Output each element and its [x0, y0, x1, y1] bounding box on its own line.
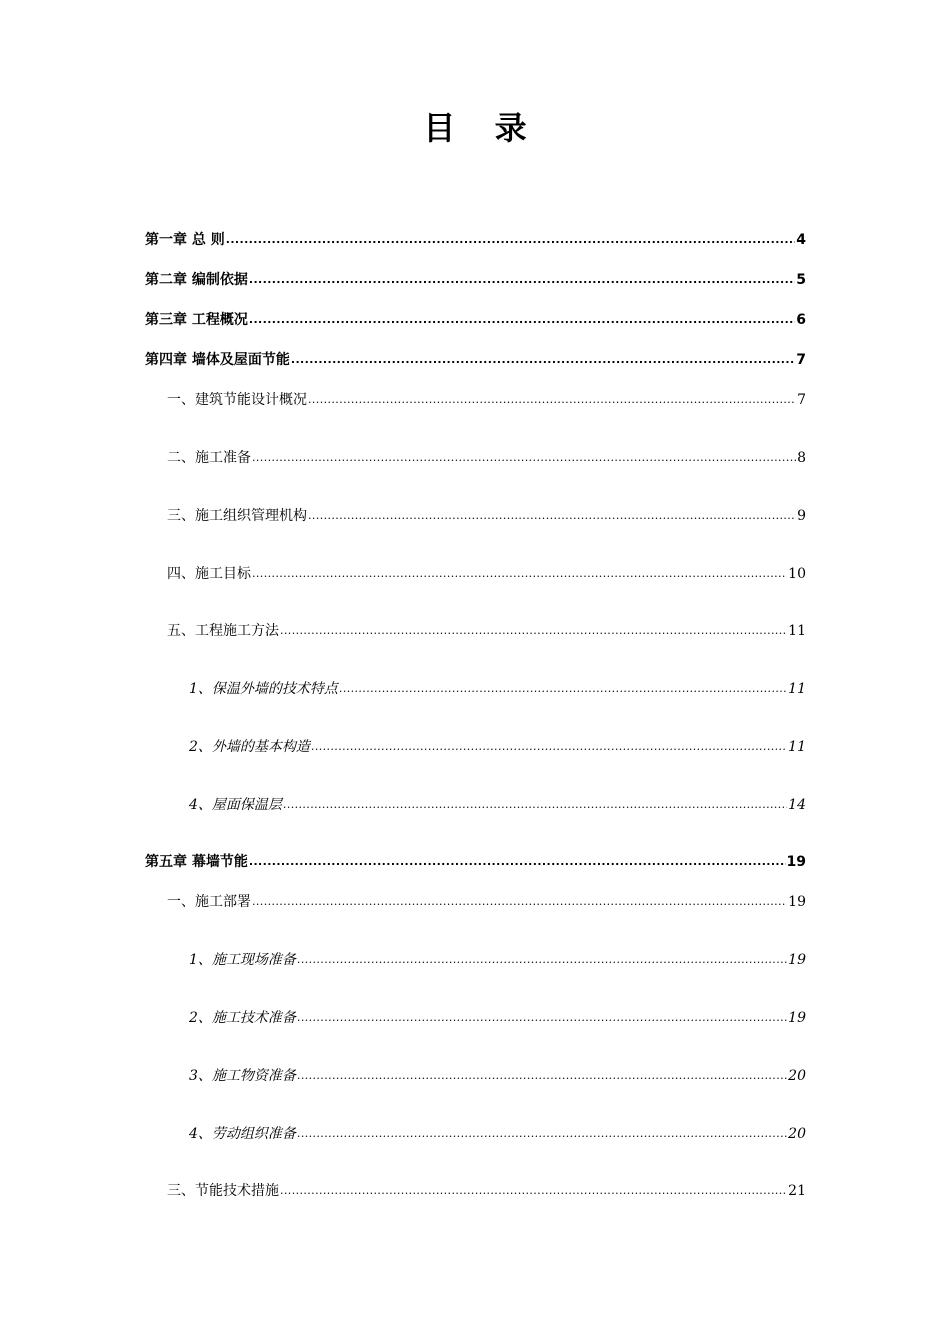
toc-entry-title: 3、施工物资准备 — [189, 1068, 296, 1084]
toc-entry-section[interactable] — [167, 448, 806, 469]
toc-dot-leader — [311, 736, 787, 757]
toc-entry-chapter-5[interactable] — [145, 852, 806, 873]
toc-dot-leader — [280, 1180, 787, 1201]
toc-dot-leader — [297, 949, 787, 970]
toc-page-number: 11 — [788, 623, 806, 639]
toc-entry-title: 第五章 幕墙节能 — [145, 854, 248, 870]
toc-entry-chapter-2[interactable] — [145, 270, 806, 291]
toc-page-number: 21 — [788, 1183, 806, 1199]
page-title: 目 录 — [423, 109, 541, 147]
toc-page-number: 19 — [788, 1010, 806, 1026]
toc-dot-leader — [280, 620, 787, 641]
toc-page-number: 19 — [788, 894, 806, 910]
toc-dot-leader — [283, 794, 787, 815]
toc-dot-leader — [308, 505, 796, 526]
toc-entry-title: 1、保温外墙的技术特点 — [189, 681, 338, 697]
toc-entry-subsection[interactable] — [189, 737, 806, 758]
toc-entry-title: 第二章 编制依据 — [145, 272, 248, 288]
toc-entry-chapter-3[interactable] — [145, 310, 806, 331]
toc-entry-section[interactable] — [167, 1181, 806, 1202]
toc-entry-section[interactable] — [167, 390, 806, 411]
toc-page-number: 7 — [796, 352, 806, 368]
toc-page-number: 4 — [796, 232, 806, 248]
toc-page-number: 5 — [796, 272, 806, 288]
toc-page-number: 8 — [797, 450, 806, 466]
toc-dot-leader — [291, 349, 795, 370]
toc-dot-leader — [308, 389, 796, 410]
toc-dot-leader — [339, 678, 787, 699]
toc-page-number: 14 — [788, 797, 806, 813]
toc-page-number: 9 — [797, 508, 806, 524]
toc-entry-title: 四、施工目标 — [167, 566, 251, 582]
toc-entry-title: 二、施工准备 — [167, 450, 251, 466]
toc-entry-title: 三、节能技术措施 — [167, 1183, 279, 1199]
toc-dot-leader — [249, 269, 795, 290]
toc-dot-leader — [252, 563, 787, 584]
toc-dot-leader — [249, 851, 786, 872]
toc-entry-chapter-4[interactable] — [145, 350, 806, 371]
toc-entry-section[interactable] — [167, 506, 806, 527]
toc-entry-subsection[interactable] — [189, 950, 806, 971]
toc-dot-leader — [252, 891, 787, 912]
toc-dot-leader — [297, 1123, 787, 1144]
toc-entry-title: 4、劳动组织准备 — [189, 1126, 296, 1142]
toc-entry-subsection[interactable] — [189, 679, 806, 700]
toc-entry-title: 2、施工技术准备 — [189, 1010, 296, 1026]
toc-page-number: 11 — [788, 681, 806, 697]
toc-dot-leader — [249, 309, 795, 330]
toc-page-number: 7 — [797, 392, 806, 408]
toc-dot-leader — [297, 1065, 787, 1086]
toc-dot-leader — [297, 1007, 787, 1028]
toc-page-number: 6 — [796, 312, 806, 328]
toc-entry-title: 第三章 工程概况 — [145, 312, 248, 328]
toc-entry-subsection[interactable] — [189, 1124, 806, 1145]
toc-page-number: 10 — [788, 566, 806, 582]
toc-page-number: 19 — [788, 952, 806, 968]
toc-entry-title: 三、施工组织管理机构 — [167, 508, 307, 524]
toc-entry-subsection[interactable] — [189, 795, 806, 816]
toc-entry-subsection[interactable] — [189, 1008, 806, 1029]
toc-entry-title: 一、施工部署 — [167, 894, 251, 910]
toc-entry-title: 第四章 墙体及屋面节能 — [145, 352, 290, 368]
toc-dot-leader — [252, 447, 796, 468]
toc-entry-title: 第一章 总 则 — [145, 232, 225, 248]
toc-entry-section[interactable] — [167, 621, 806, 642]
toc-entry-title: 1、施工现场准备 — [189, 952, 296, 968]
toc-entry-title: 五、工程施工方法 — [167, 623, 279, 639]
toc-entry-title: 4、屋面保温层 — [189, 797, 282, 813]
toc-page-number: 19 — [786, 854, 806, 870]
toc-page-number: 20 — [788, 1126, 806, 1142]
toc-dot-leader — [226, 229, 796, 250]
toc-page-number: 11 — [788, 739, 806, 755]
toc-entry-subsection[interactable] — [189, 1066, 806, 1087]
toc-page-number: 20 — [788, 1068, 806, 1084]
toc-entry-title: 一、建筑节能设计概况 — [167, 392, 307, 408]
toc-entry-section[interactable] — [167, 564, 806, 585]
toc-entry-section[interactable] — [167, 892, 806, 913]
toc-entry-title: 2、外墙的基本构造 — [189, 739, 310, 755]
toc-entry-chapter-1[interactable] — [145, 230, 806, 251]
